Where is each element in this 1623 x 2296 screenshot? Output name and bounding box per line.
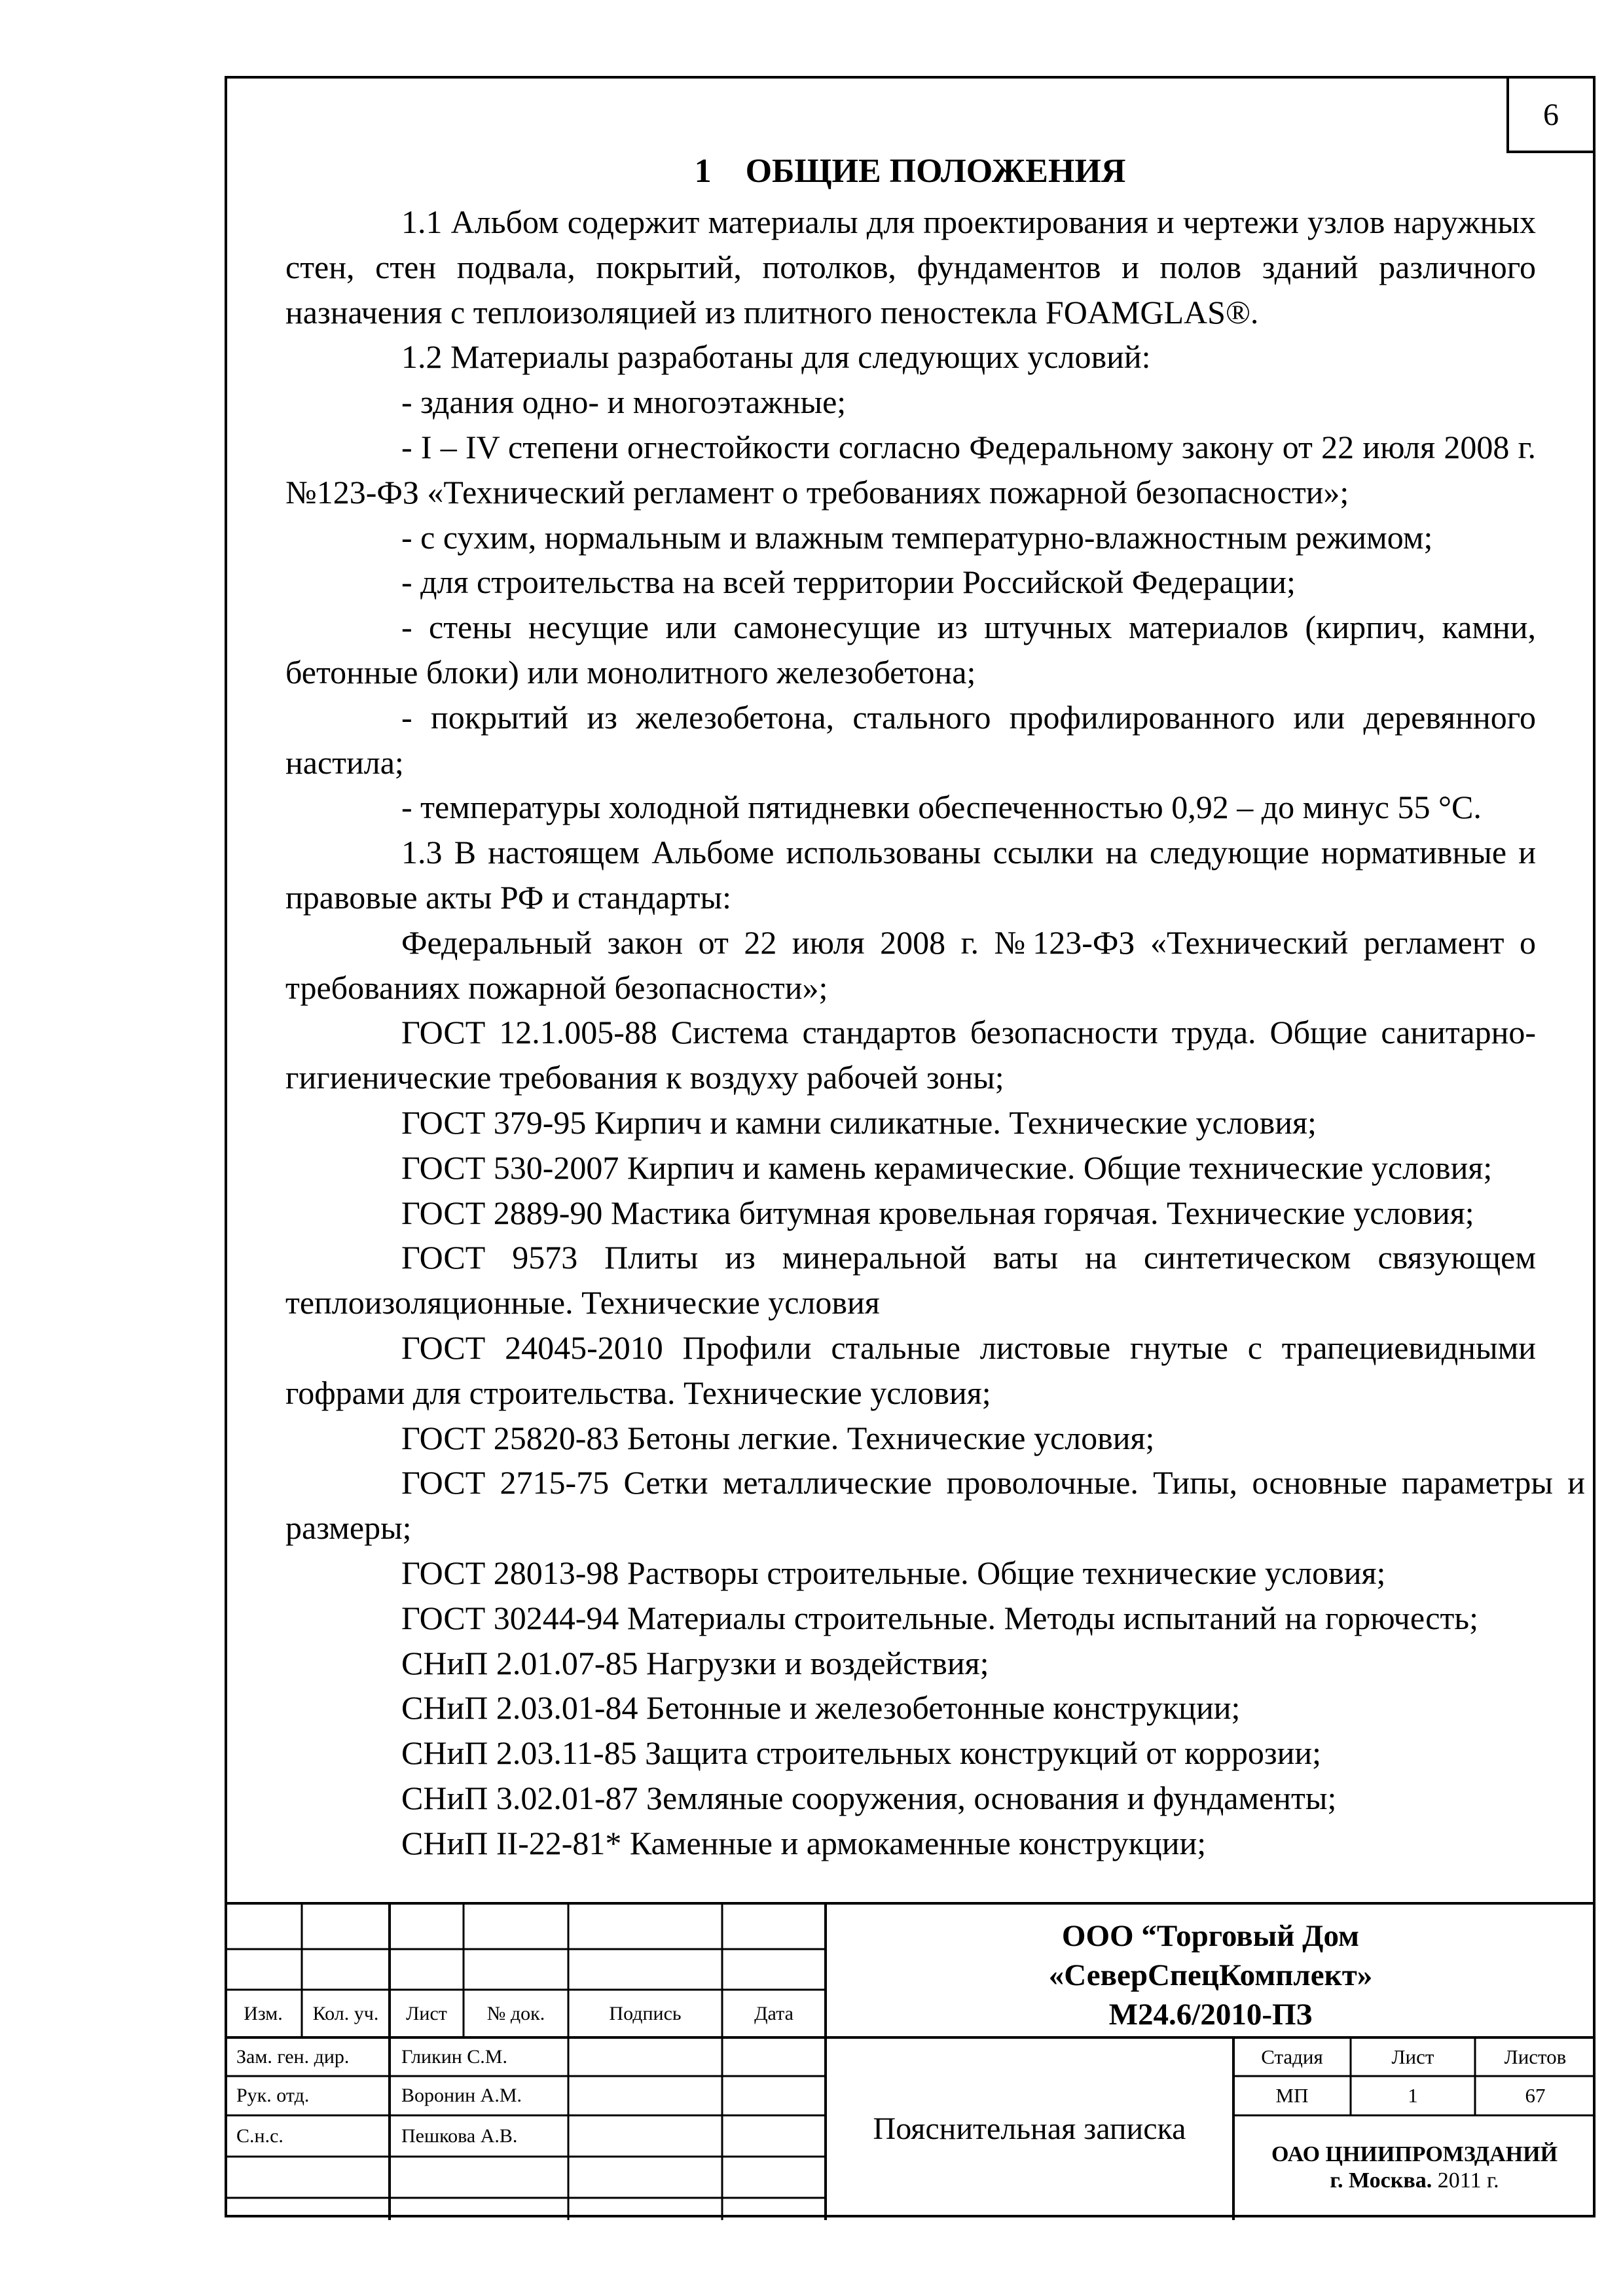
paragraph: СНиП 2.03.11-85 Защита строительных конструкций от коррозии; — [401, 1734, 1322, 1772]
paragraph: СНиП 3.02.01-87 Земляные сооружения, основания и фундаменты; — [401, 1779, 1337, 1816]
title-block — [225, 1902, 1596, 2220]
role-senior-researcher: С.н.с. — [236, 2125, 283, 2147]
paragraph: Федеральный закон от 22 июля 2008 г. №123-ФЗ «Технический регламент о требованиях пожарной безопасности»; — [285, 924, 1536, 1006]
document-title: Пояснительная записка — [873, 2111, 1186, 2146]
sheet-number: 6 — [1506, 76, 1596, 153]
paragraph: - I – IV степени огнестойкости согласно Федеральному закону от 22 июля 2008 г. №123-ФЗ «Технический регламент о требованиях пожарной безопасности»; — [285, 428, 1536, 511]
developer-city: г. Москва. — [1330, 2168, 1432, 2193]
paragraph: ГОСТ 25820-83 Бетоны легкие. Технические условия; — [401, 1419, 1155, 1456]
paragraph: - стены несущие или самонесущие из штучных материалов (кирпич, камни, бетонные блоки) или монолитного железобетона; — [285, 609, 1536, 691]
paragraph: СНиП 2.03.01-84 Бетонные и железобетонные конструкции; — [401, 1689, 1241, 1727]
paragraph: - для строительства на всей территории Российской Федерации; — [401, 564, 1296, 601]
paragraph: - с сухим, нормальным и влажным температурно-влажностным режимом; — [401, 518, 1433, 556]
paragraph: ГОСТ 2889-90 Мастика битумная кровельная горячая. Технические условия; — [401, 1194, 1474, 1231]
role-head-of-department: Рук. отд. — [236, 2085, 310, 2106]
organization-name-line1: ООО “Торговый Дом — [1061, 1919, 1360, 1953]
header-kol-uch: Кол. уч. — [312, 2002, 379, 2024]
sheet-label: Лист — [1391, 2045, 1434, 2068]
header-izm: Изм. — [244, 2002, 283, 2024]
stage-value: МП — [1275, 2084, 1309, 2107]
paragraph: ГОСТ 530-2007 Кирпич и камень керамические. Общие технические условия; — [401, 1149, 1493, 1186]
developer-location — [1330, 2168, 1499, 2194]
paragraph: ГОСТ 379-95 Кирпич и камни силикатные. Технические условия; — [401, 1103, 1317, 1141]
paragraph: СНиП II-22-81* Каменные и армокаменные конструкции; — [401, 1824, 1207, 1861]
section-title: 1 ОБЩИЕ ПОЛОЖЕНИЯ — [694, 152, 1126, 190]
paragraph: ГОСТ 28013-98 Растворы строительные. Общие технические условия; — [401, 1554, 1386, 1591]
sheet-value: 1 — [1408, 2084, 1418, 2107]
name-deputy-director: Гликин С.М. — [401, 2045, 507, 2068]
header-list: Лист — [406, 2002, 447, 2024]
paragraph: ГОСТ 24045-2010 Профили стальные листовые гнутые с трапециевидными гофрами для строительства. Технические условия; — [285, 1329, 1536, 1411]
sheets-value: 67 — [1525, 2084, 1546, 2107]
developer-block — [1233, 2115, 1596, 2220]
organization-name-line2: «СеверСпецКомплект» — [1048, 1958, 1373, 1992]
header-doc-no: № док. — [486, 2002, 545, 2024]
paragraph: - покрытий из железобетона, стального профилированного или деревянного настила; — [285, 698, 1536, 781]
organization-block — [826, 1916, 1596, 2034]
paragraph: - температуры холодной пятидневки обеспеченностью 0,92 – до минус 55 °С. — [401, 789, 1482, 826]
paragraph: - здания одно- и многоэтажные; — [401, 384, 847, 421]
name-senior-researcher: Пешкова А.В. — [401, 2125, 518, 2147]
name-head-of-department: Воронин А.М. — [401, 2085, 522, 2106]
paragraph: 1.3 В настоящем Альбоме использованы ссылки на следующие нормативные и правовые акты РФ и стандарты: — [285, 834, 1536, 916]
paragraph: ГОСТ 9573 Плиты из минеральной ваты на синтетическом связующем теплоизоляционные. Технические условия — [285, 1239, 1536, 1321]
developer-year: 2011 г. — [1437, 2168, 1499, 2193]
stage-label: Стадия — [1261, 2045, 1323, 2068]
paragraph: ГОСТ 12.1.005-88 Система стандартов безопасности труда. Общие санитарно-гигиенические требования к воздуху рабочей зоны; — [285, 1014, 1536, 1096]
body-text — [285, 200, 1585, 1865]
role-deputy-director: Зам. ген. дир. — [236, 2045, 350, 2068]
paragraph: СНиП 2.01.07-85 Нагрузки и воздействия; — [401, 1644, 989, 1681]
header-podpis: Подпись — [609, 2002, 682, 2024]
paragraph: 1.1 Альбом содержит материалы для проектирования и чертежи узлов наружных стен, стен подвала, покрытий, потолков, фундаментов и полов зданий различного назначения с теплоизоляцией из плитного пеностекла FOAMGLAS®. — [285, 204, 1536, 331]
document-code: М24.6/2010-ПЗ — [1108, 1998, 1313, 2032]
paragraph: 1.2 Материалы разработаны для следующих условий: — [401, 338, 1151, 376]
paragraph: ГОСТ 30244-94 Материалы строительные. Методы испытаний на горючесть; — [401, 1599, 1478, 1636]
developer-name: ОАО ЦНИИПРОМЗДАНИЙ — [1271, 2142, 1558, 2166]
header-data: Дата — [754, 2002, 793, 2024]
sheets-label: Листов — [1504, 2045, 1567, 2068]
paragraph: ГОСТ 2715-75 Сетки металлические проволочные. Типы, основные параметры и размеры; — [285, 1464, 1585, 1547]
